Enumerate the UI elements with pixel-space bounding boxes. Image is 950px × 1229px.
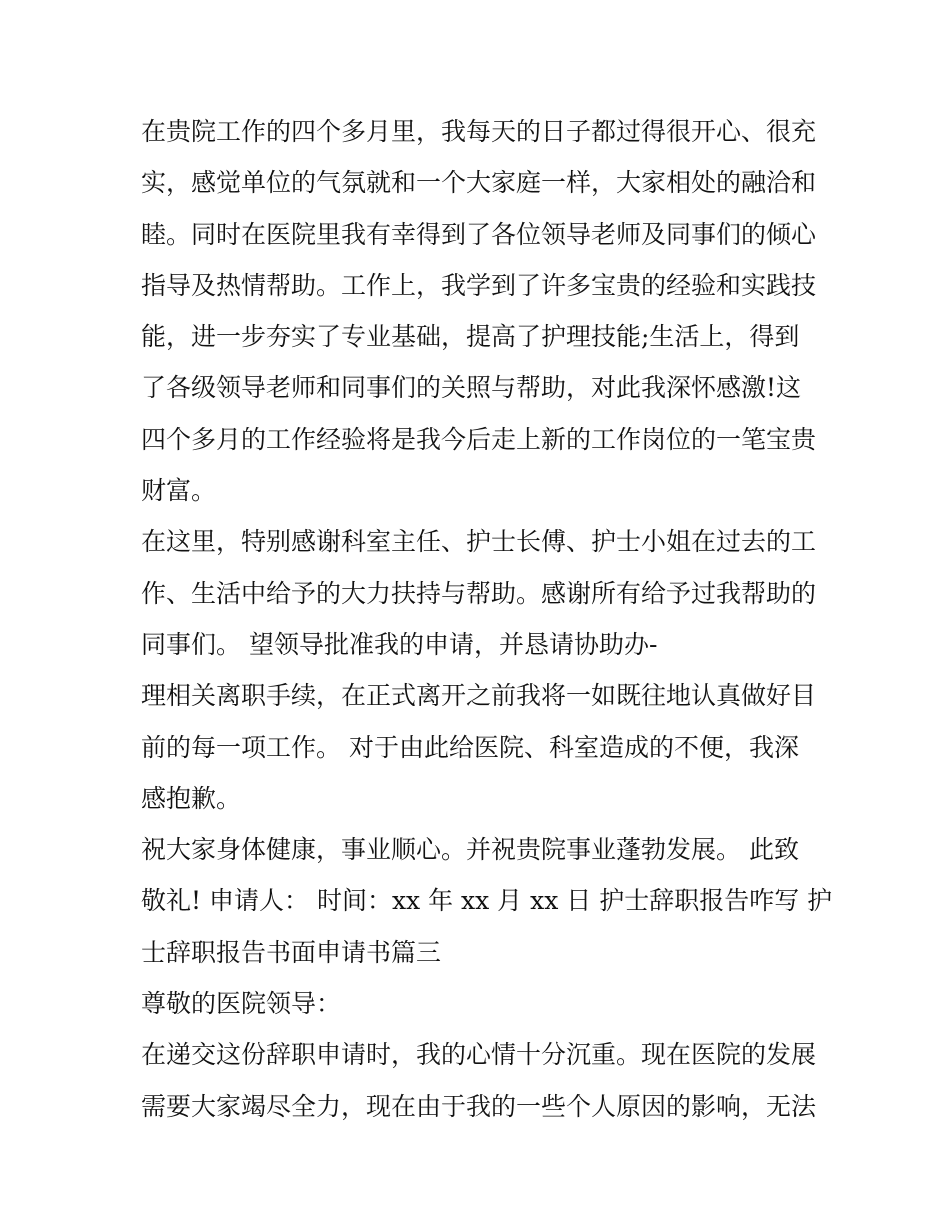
document-body xyxy=(141,106,833,1132)
text-line: 作、生活中给予的大力扶持与帮助。感谢所有给予过我帮助的 xyxy=(141,578,817,608)
text-line: 需要大家竭尽全力，现在由于我的一些个人原因的影响，无法 xyxy=(141,1091,817,1121)
text-line: 指导及热情帮助。工作上，我学到了许多宝贵的经验和实践技 xyxy=(141,270,817,300)
text-line: 士辞职报告书面申请书篇三 xyxy=(141,937,442,967)
text-line: 在贵院工作的四个多月里，我每天的日子都过得很开心、很充 xyxy=(141,117,817,146)
text-line: 睦。同时在医院里我有幸得到了各位领导老师及同事们的倾心 xyxy=(141,219,817,249)
text-line: 理相关离职手续，在正式离开之前我将一如既往地认真做好目 xyxy=(141,681,817,711)
text-line: 四个多月的工作经验将是我今后走上新的工作岗位的一笔宝贵 xyxy=(141,424,817,454)
text-line: 尊敬的医院领导： xyxy=(141,989,342,1019)
text-line: 财富。 xyxy=(141,476,217,506)
text-line: 敬礼! 申请人： 时间：xx 年 xx 月 xx 日 护士辞职报告咋写 护 xyxy=(141,886,833,916)
text-line: 感抱歉。 xyxy=(141,783,242,813)
text-line: 在递交这份辞职申请时，我的心情十分沉重。现在医院的发展 xyxy=(141,1040,817,1070)
text-line: 前的每一项工作。 对于由此给医院、科室造成的不便，我深 xyxy=(141,732,799,762)
text-line: 同事们。 望领导批准我的申请，并恳请协助办- xyxy=(141,629,658,659)
text-line: 了各级领导老师和同事们的关照与帮助，对此我深怀感激!这 xyxy=(141,373,802,403)
text-line: 在这里，特别感谢科室主任、护士长傅、护士小姐在过去的工 xyxy=(141,527,817,557)
text-line: 实，感觉单位的气氛就和一个大家庭一样，大家相处的融洽和 xyxy=(141,168,817,198)
text-line: 祝大家身体健康，事业顺心。并祝贵院事业蓬勃发展。 此致 xyxy=(141,835,799,865)
text-line: 能，进一步夯实了专业基础，提高了护理技能;生活上，得到 xyxy=(141,322,800,352)
